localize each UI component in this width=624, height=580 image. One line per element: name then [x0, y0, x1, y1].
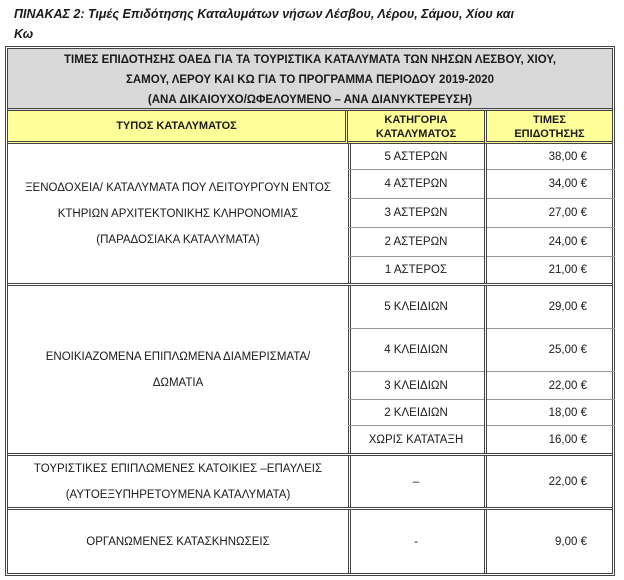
category-column-hotels [348, 144, 484, 283]
section-villas [8, 456, 612, 510]
price-cell: 22,00 € [548, 475, 587, 488]
table-caption [14, 4, 614, 44]
price-cell: 22,00 € [487, 372, 615, 400]
type-villas-line-2: (ΑΥΤΟΕΞΥΠΗΡΕΤΟΥΜΕΝΑ ΚΑΤΑΛΥΜΑΤΑ) [65, 488, 291, 501]
price-column-villas [484, 456, 615, 507]
category-cell: ΧΩΡΙΣ ΚΑΤΑΤΑΞΗ [368, 433, 464, 446]
caption-line-1: ΠΙΝΑΚΑΣ 2: Τιμές Επιδότησης Καταλυμάτων νήσων Λέσβου, Λέρου, Σάμου, Χίου και [14, 7, 515, 21]
price-cell: 18,00 € [487, 400, 615, 426]
category-cell: 2 ΑΣΤΕΡΩΝ [348, 228, 484, 257]
subsidy-table [5, 46, 615, 576]
category-cell: - [414, 535, 418, 548]
type-hotels-line-3: (ΠΑΡΑΔΟΣΙΑΚΑ ΚΑΤΑΛΥΜΑΤΑ) [96, 233, 260, 246]
price-cell: 29,00 € [487, 286, 615, 329]
category-cell: 3 ΚΛΕΙΔΙΩΝ [348, 372, 484, 400]
section-rooms [8, 286, 612, 456]
table-title [8, 49, 612, 111]
section-camping [8, 510, 612, 573]
header-price-line-2: ΕΠΙΔΟΤΗΣΗΣ [514, 128, 585, 140]
type-hotels-line-1: ΞΕΝΟΔΟΧΕΙΑ/ ΚΑΤΑΛΥΜΑΤΑ ΠΟΥ ΛΕΙΤΟΥΡΓΟΥΝ ΕΝΤΟΣ [25, 181, 331, 194]
category-cell: 3 ΑΣΤΕΡΩΝ [348, 199, 484, 228]
category-column-rooms [348, 286, 484, 453]
caption-line-2: Κω [14, 27, 34, 41]
type-rooms-line-2: ΔΩΜΑΤΙΑ [152, 376, 204, 389]
price-cell: 21,00 € [548, 264, 587, 276]
header-subsidy-price [484, 111, 612, 144]
header-price-line-1: ΤΙΜΕΣ [533, 114, 566, 126]
section-hotels [8, 144, 612, 286]
price-cell: 27,00 € [487, 199, 615, 228]
price-cell: 34,00 € [487, 170, 615, 199]
price-cell: 9,00 € [555, 535, 587, 548]
price-column-camping [484, 510, 615, 573]
table-title-line-2: ΣΑΜΟΥ, ΛΕΡΟΥ ΚΑΙ ΚΩ ΓΙΑ ΤΟ ΠΡΟΓΡΑΜΜΑ ΠΕΡΙΟΔΟΥ 2019-2020 [125, 74, 495, 86]
price-column-hotels [484, 144, 615, 283]
table-title-line-1: ΤΙΜΕΣ ΕΠΙΔΟΤΗΣΗΣ ΟΑΕΔ ΓΙΑ ΤΑ ΤΟΥΡΙΣΤΙΚΑ ΚΑΤΑΛΥΜΑΤΑ ΤΩΝ ΝΗΣΩΝ ΛΕΣΒΟΥ, ΧΙΟΥ, [64, 54, 556, 66]
price-cell: 38,00 € [487, 144, 615, 170]
type-cell-villas [8, 456, 351, 507]
price-column-rooms [484, 286, 615, 453]
type-camping-line-1: ΟΡΓΑΝΩΜΕΝΕΣ ΚΑΤΑΣΚΗΝΩΣΕΙΣ [86, 535, 270, 548]
price-cell: 16,00 € [548, 433, 587, 446]
header-category-line-2: ΚΑΤΑΛΥΜΑΤΟΣ [375, 128, 457, 140]
header-accommodation-category [348, 111, 484, 144]
type-rooms-line-1: ΕΝΟΙΚΙΑΖΟΜΕΝΑ ΕΠΙΠΛΩΜΕΝΑ ΔΙΑΜΕΡΙΣΜΑΤΑ/ [45, 350, 311, 363]
category-cell: 5 ΚΛΕΙΔΙΩΝ [348, 286, 484, 329]
table-title-line-3: (ΑΝΑ ΔΙΚΑΙΟΥΧΟ/ΩΦΕΛΟΥΜΕΝΟ – ΑΝΑ ΔΙΑΝΥΚΤΕΡΕΥΣΗ) [147, 94, 473, 106]
type-cell-camping [8, 510, 351, 573]
type-hotels-line-2: ΚΤΗΡΙΩΝ ΑΡΧΙΤΕΚΤΟΝΙΚΗΣ ΚΛΗΡΟΝΟΜΙΑΣ [57, 207, 299, 220]
category-column-villas [348, 456, 484, 507]
category-cell: 5 ΑΣΤΕΡΩΝ [348, 144, 484, 170]
type-villas-line-1: ΤΟΥΡΙΣΤΙΚΕΣ ΕΠΙΠΛΩΜΕΝΕΣ ΚΑΤΟΙΚΙΕΣ –ΕΠΑΥΛΕΙΣ [33, 462, 323, 475]
category-column-camping [348, 510, 484, 573]
type-cell-hotels [8, 144, 351, 283]
header-accommodation-type: ΤΥΠΟΣ ΚΑΤΑΛΥΜΑΤΟΣ [8, 111, 348, 144]
category-cell: 1 ΑΣΤΕΡΟΣ [384, 264, 448, 276]
category-cell: 2 ΚΛΕΙΔΙΩΝ [348, 400, 484, 426]
type-cell-rooms [8, 286, 351, 453]
category-cell: 4 ΚΛΕΙΔΙΩΝ [348, 329, 484, 372]
category-cell: 4 ΑΣΤΕΡΩΝ [348, 170, 484, 199]
price-cell: 24,00 € [487, 228, 615, 257]
price-cell: 25,00 € [487, 329, 615, 372]
category-cell: – [412, 475, 420, 488]
header-category-line-1: ΚΑΤΗΓΟΡΙΑ [384, 114, 448, 126]
